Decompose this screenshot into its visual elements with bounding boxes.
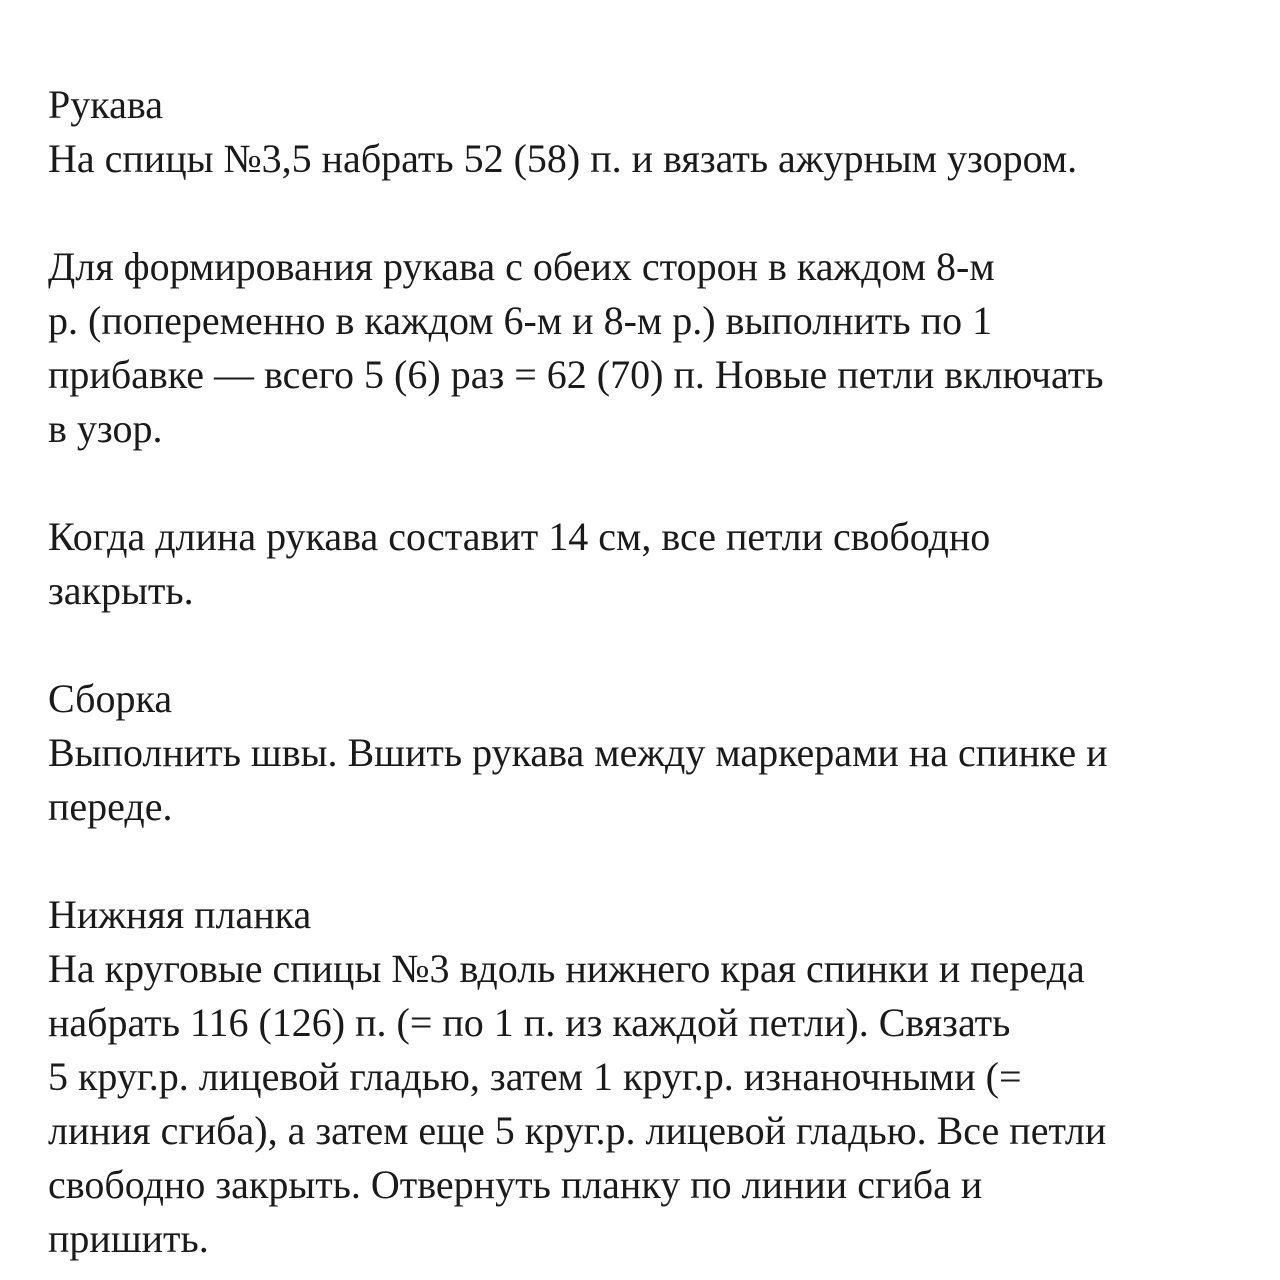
document-page [48,78,1258,1266]
text-line: переде. [48,784,173,829]
text-line: прибавке — всего 5 (6) раз = 62 (70) п. Новые петли включать [48,352,1104,397]
text-line: закрыть. [48,568,194,613]
section-bottom-band [48,888,1258,1266]
text-line: На круговые спицы №3 вдоль нижнего края спинки и переда [48,946,1085,991]
section-heading: Нижняя планка [48,892,312,937]
section-sleeve-shaping [48,240,1258,456]
text-line: пришить. [48,1216,209,1261]
text-line: Когда длина рукава составит 14 см, все петли свободно [48,514,991,559]
section-assembly [48,672,1258,834]
section-sleeve-binding-off [48,510,1258,618]
text-line: Выполнить швы. Вшить рукава между маркерами на спинке и [48,730,1108,775]
section-heading: Рукава [48,82,163,127]
text-line: р. (попеременно в каждом 6-м и 8-м р.) выполнить по 1 [48,298,993,343]
paragraph-gap [48,834,1258,888]
text-line: линия сгиба), а затем еще 5 круг.р. лицевой гладью. Все петли [48,1108,1107,1153]
section-sleeves [48,78,1258,186]
text-line: Для формирования рукава с обеих сторон в каждом 8-м [48,244,995,289]
text-line: 5 круг.р. лицевой гладью, затем 1 круг.р. изнаночными (= [48,1054,1022,1099]
text-line: На спицы №3,5 набрать 52 (58) п. и вязать ажурным узором. [48,136,1078,181]
section-heading: Сборка [48,676,173,721]
paragraph-gap [48,618,1258,672]
text-line: набрать 116 (126) п. (= по 1 п. из каждой петли). Связать [48,1000,1011,1045]
paragraph-gap [48,186,1258,240]
text-line: в узор. [48,406,163,451]
paragraph-gap [48,456,1258,510]
text-line: свободно закрыть. Отвернуть планку по линии сгиба и [48,1162,983,1207]
